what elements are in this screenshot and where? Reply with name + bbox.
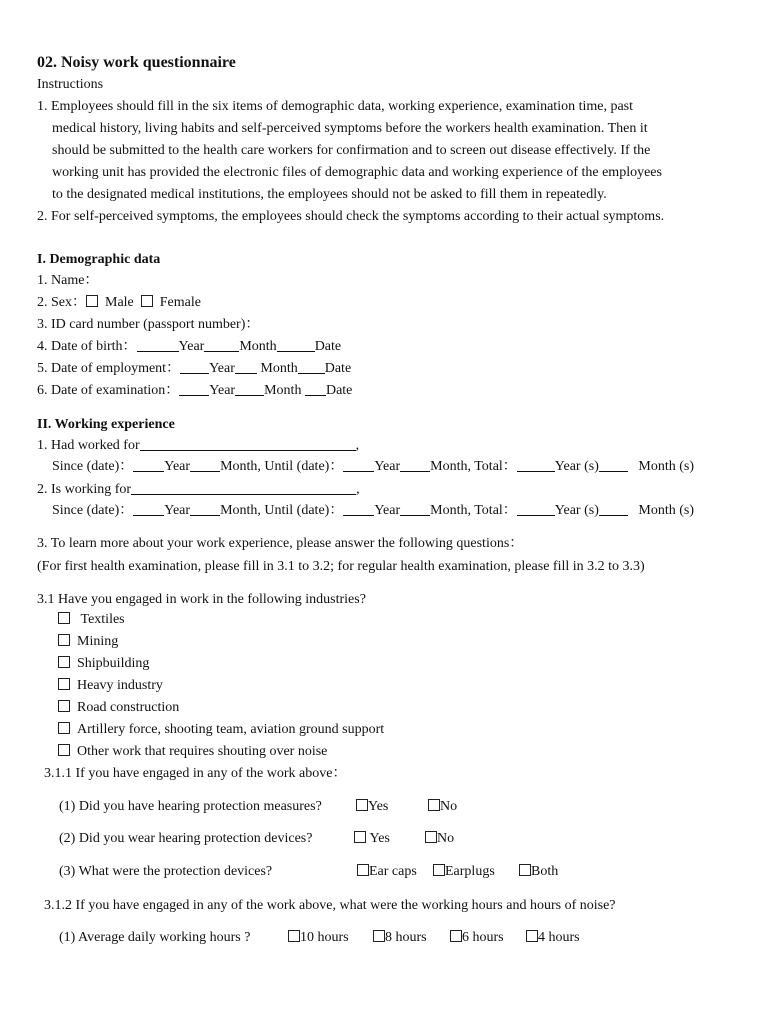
no-label: No <box>437 831 455 846</box>
month-until-label: Month, Until (date)： <box>220 459 344 474</box>
no-label: No <box>440 799 458 814</box>
industry-option[interactable] <box>58 610 125 630</box>
birth-date-row <box>37 337 341 357</box>
year-label: Year <box>164 503 191 518</box>
employment-month-blank[interactable] <box>235 359 257 374</box>
name-field[interactable] <box>37 271 98 291</box>
month-label: Month <box>260 361 298 376</box>
exam-date-blank[interactable] <box>305 381 326 396</box>
devices-yes-option[interactable] <box>354 829 390 849</box>
checkbox[interactable] <box>288 930 300 942</box>
checkbox[interactable] <box>428 799 440 811</box>
month-label: Month <box>264 383 302 398</box>
checkbox[interactable] <box>425 831 437 843</box>
had-worked-label: 1. Had worked for <box>37 438 140 453</box>
yes-label: Yes <box>369 831 390 846</box>
male-label: Male <box>105 295 134 310</box>
until-month-blank[interactable] <box>400 501 430 516</box>
employment-label: 5. Date of employment： <box>37 361 181 376</box>
month-total-label: Month, Total： <box>430 459 517 474</box>
birth-month-blank[interactable] <box>204 337 239 352</box>
earplugs-option[interactable] <box>433 862 495 882</box>
since-year-blank[interactable] <box>133 501 164 516</box>
is-working-dates-row <box>52 501 694 521</box>
hours-4-option[interactable] <box>526 928 580 948</box>
had-worked-row <box>37 436 359 456</box>
industry-option[interactable] <box>58 676 163 696</box>
both-label: Both <box>531 864 559 879</box>
total-years-blank[interactable] <box>517 457 555 472</box>
hours-label: 4 hours <box>538 930 580 945</box>
until-month-blank[interactable] <box>400 457 430 472</box>
industry-checkbox[interactable] <box>58 634 70 646</box>
hours-8-option[interactable] <box>373 928 427 948</box>
is-working-blank[interactable] <box>131 480 356 495</box>
protection-measures-question: (1) Did you have hearing protection measures? <box>59 799 322 814</box>
years-label: Year (s) <box>554 503 599 518</box>
comma: , <box>356 482 360 497</box>
checkbox[interactable] <box>519 864 531 876</box>
is-working-row <box>37 480 360 500</box>
devices-no-option[interactable] <box>425 829 454 849</box>
industry-checkbox[interactable] <box>58 678 70 690</box>
until-year-blank[interactable] <box>343 501 374 516</box>
since-month-blank[interactable] <box>190 501 220 516</box>
industry-option[interactable] <box>58 742 327 762</box>
ear-caps-option[interactable] <box>357 862 417 882</box>
employment-date-row <box>37 359 351 379</box>
industry-label: Heavy industry <box>77 678 163 693</box>
industry-label: Other work that requires shouting over noise <box>77 744 328 759</box>
birth-date-blank[interactable] <box>277 337 315 352</box>
checkbox[interactable] <box>354 831 366 843</box>
hours-6-option[interactable] <box>450 928 504 948</box>
since-label: Since (date)： <box>52 503 134 518</box>
industry-checkbox[interactable] <box>58 722 70 734</box>
both-option[interactable] <box>519 862 558 882</box>
industry-option[interactable] <box>58 632 118 652</box>
female-checkbox[interactable] <box>141 295 153 307</box>
birth-year-blank[interactable] <box>137 337 179 352</box>
daily-hours-question: (1) Average daily working hours ? <box>59 930 251 945</box>
instruction-1-line-3: should be submitted to the health care workers for confirmation and to screen out disease effectively. If the <box>52 143 651 158</box>
sex-row <box>37 293 201 313</box>
exam-label: 6. Date of examination： <box>37 383 180 398</box>
year-label: Year <box>178 339 205 354</box>
date-label: Date <box>325 383 353 398</box>
comma: , <box>355 438 360 453</box>
instruction-1-line-4: working unit has provided the electronic files of demographic data and working experience of the employees <box>52 165 662 180</box>
year-label: Year <box>374 459 401 474</box>
industry-label: Shipbuilding <box>77 656 150 671</box>
checkbox[interactable] <box>373 930 385 942</box>
protection-devices-question: (2) Did you wear hearing protection devices? <box>59 831 313 846</box>
question-3-1: 3.1 Have you engaged in work in the following industries? <box>37 592 366 607</box>
industry-checkbox[interactable] <box>58 656 70 668</box>
hours-label: 8 hours <box>385 930 427 945</box>
birth-label: 4. Date of birth： <box>37 339 137 354</box>
month-until-label: Month, Until (date)： <box>220 503 344 518</box>
question-3-1-1: 3.1.1 If you have engaged in any of the work above： <box>44 766 347 781</box>
since-year-blank[interactable] <box>133 457 164 472</box>
industry-label: Artillery force, shooting team, aviation ground support <box>77 722 385 737</box>
total-months-blank[interactable] <box>599 501 628 516</box>
year-label: Year <box>374 503 401 518</box>
ear-caps-label: Ear caps <box>369 864 417 879</box>
industry-checkbox[interactable] <box>58 612 70 624</box>
male-checkbox[interactable] <box>86 295 98 307</box>
year-label: Year <box>209 361 235 376</box>
industry-option[interactable] <box>58 654 149 674</box>
hours-label: 6 hours <box>462 930 504 945</box>
checkbox[interactable] <box>356 799 368 811</box>
female-label: Female <box>159 295 201 310</box>
years-label: Year (s) <box>554 459 599 474</box>
exam-year-blank[interactable] <box>179 381 209 396</box>
measures-yes-option[interactable] <box>356 797 388 817</box>
page-title: 02. Noisy work questionnaire <box>37 54 236 71</box>
checkbox[interactable] <box>357 864 369 876</box>
month-total-label: Month, Total： <box>430 503 517 518</box>
total-years-blank[interactable] <box>517 501 555 516</box>
yes-label: Yes <box>368 799 389 814</box>
question-3-note: (For first health examination, please fill in 3.1 to 3.2; for regular health examination, please fill in 3.2 to 3.3) <box>37 559 645 574</box>
instruction-1-line-1: 1. Employees should fill in the six items of demographic data, working experience, examination time, past <box>37 99 634 114</box>
total-months-blank[interactable] <box>599 457 628 472</box>
measures-no-option[interactable] <box>428 797 457 817</box>
industry-checkbox[interactable] <box>58 744 70 756</box>
employment-date-blank[interactable] <box>298 359 325 374</box>
industry-label: Textiles <box>80 612 125 627</box>
working-heading: II. Working experience <box>37 417 175 432</box>
exam-date-row <box>37 381 352 401</box>
date-label: Date <box>324 361 352 376</box>
instruction-2: 2. For self-perceived symptoms, the employees should check the symptoms according to their actual symptoms. <box>37 209 665 224</box>
until-year-blank[interactable] <box>343 457 374 472</box>
demographic-heading: I. Demographic data <box>37 252 161 267</box>
checkbox[interactable] <box>433 864 445 876</box>
months-label: Month (s) <box>638 459 694 474</box>
hours-10-option[interactable] <box>288 928 349 948</box>
industry-label: Road construction <box>77 700 180 715</box>
industry-label: Mining <box>77 634 119 649</box>
months-label: Month (s) <box>638 503 694 518</box>
sex-label: 2. Sex： <box>37 295 86 310</box>
question-3: 3. To learn more about your work experience, please answer the following questions： <box>37 536 524 551</box>
exam-month-blank[interactable] <box>235 381 264 396</box>
date-label: Date <box>314 339 342 354</box>
id-card-field[interactable] <box>37 315 259 335</box>
checkbox[interactable] <box>450 930 462 942</box>
year-label: Year <box>164 459 191 474</box>
earplugs-label: Earplugs <box>445 864 495 879</box>
month-label: Month <box>239 339 277 354</box>
hours-label: 10 hours <box>300 930 349 945</box>
industry-checkbox[interactable] <box>58 700 70 712</box>
had-worked-dates-row <box>52 457 694 477</box>
since-month-blank[interactable] <box>190 457 220 472</box>
instruction-1-line-2: medical history, living habits and self-perceived symptoms before the workers health examination. Then it <box>52 121 648 136</box>
device-type-question: (3) What were the protection devices? <box>59 864 273 879</box>
year-label: Year <box>209 383 236 398</box>
is-working-label: 2. Is working for <box>37 482 132 497</box>
industry-option[interactable] <box>58 698 179 718</box>
question-3-1-2: 3.1.2 If you have engaged in any of the work above, what were the working hours and hours of noise? <box>44 898 616 913</box>
industry-option[interactable] <box>58 720 384 740</box>
instructions-heading: Instructions <box>37 77 104 92</box>
id-card-label: 3. ID card number (passport number)： <box>37 317 260 332</box>
instruction-1-line-5: to the designated medical institutions, the employees should not be asked to fill them in repeatedly. <box>52 187 607 202</box>
name-label: 1. Name： <box>37 273 99 288</box>
since-label: Since (date)： <box>52 459 134 474</box>
checkbox[interactable] <box>526 930 538 942</box>
had-worked-blank[interactable] <box>140 436 356 451</box>
employment-year-blank[interactable] <box>180 359 209 374</box>
